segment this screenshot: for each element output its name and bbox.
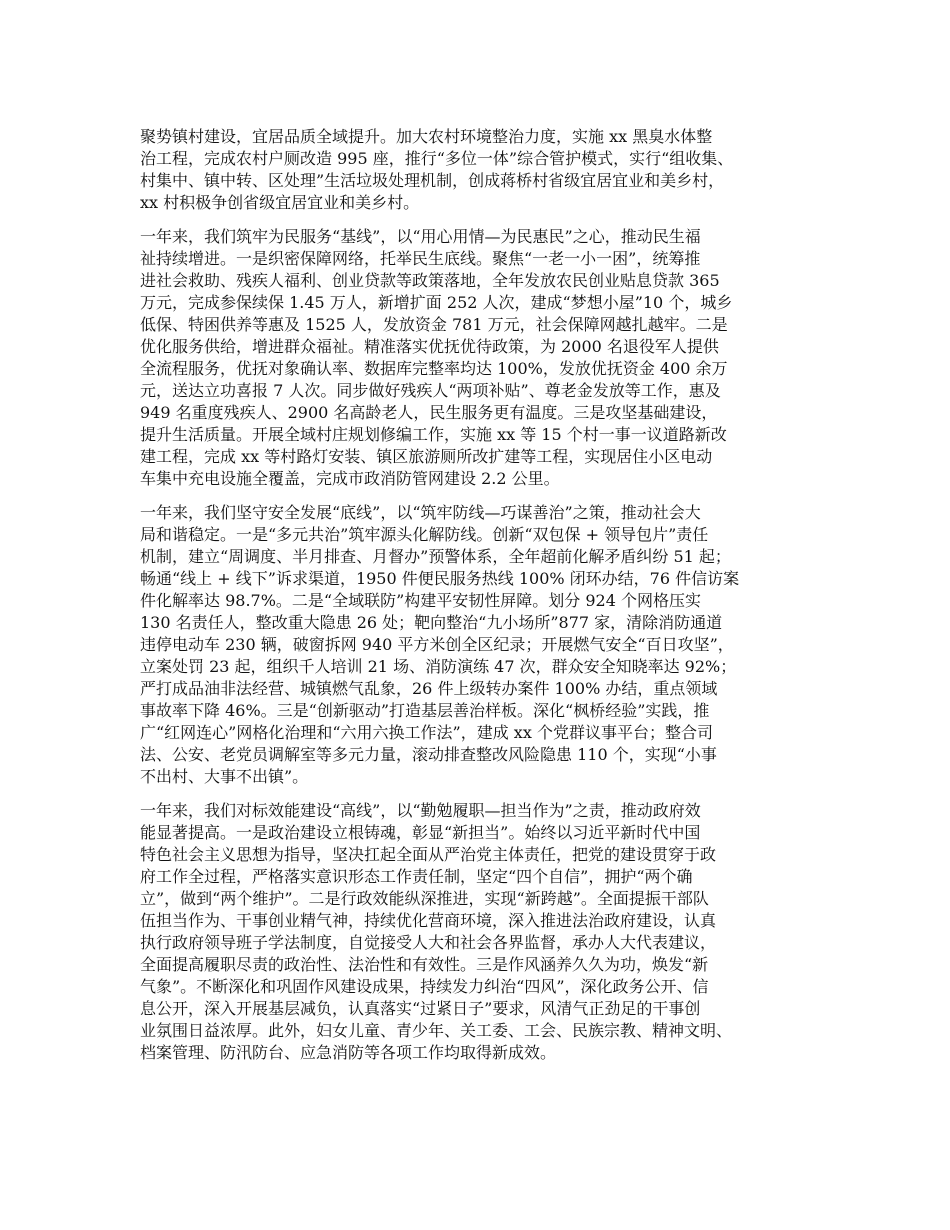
text-line: 广“红网连心”网格化治理和“六用六换工作法”，建成 xx 个党群议事平台；整合司 bbox=[140, 723, 713, 742]
text-line: 车集中充电设施全覆盖，完成市政消防管网建设 2.2 公里。 bbox=[140, 469, 560, 488]
text-line: 祉持续增进。一是织密保障网络，托举民生底线。聚焦“一老一小一困”，统筹推 bbox=[140, 249, 701, 268]
text-line: 提升生活质量。开展全域村庄规划修编工作，实施 xx 等 15 个村一事一议道路新改 bbox=[140, 425, 727, 444]
text-line: 低保、特困供养等惠及 1525 人，发放资金 781 万元，社会保障网越扎越牢。二是 bbox=[140, 315, 728, 334]
text-line: 立案处罚 23 起，组织千人培训 21 场、消防演练 47 次，群众安全知晓率达 92%； bbox=[140, 657, 737, 676]
text-line: 特色社会主义思想为指导，坚决扛起全面从严治党主体责任，把党的建设贯穿于政 bbox=[140, 845, 717, 864]
text-line: 档案管理、防汛防台、应急消防等各项工作均取得新成效。 bbox=[140, 1043, 557, 1062]
text-line: 一年来，我们坚守安全发展“底线”，以“筑牢防线—巧谋善治”之策，推动社会大 bbox=[140, 503, 701, 522]
text-line: 全流程服务，优抚对象确认率、数据库完整率均达 100%，发放优抚资金 400 余万 bbox=[140, 359, 728, 378]
text-line: 息公开，深入开展基层减负，认真落实“过紧日子”要求，风清气正劲足的干事创 bbox=[140, 999, 701, 1018]
text-line: 法、公安、老党员调解室等多元力量，滚动排查整改风险隐患 110 个，实现“小事 bbox=[140, 745, 717, 764]
text-line: 能显著提高。一是政治建设立根铸魂，彰显“新担当”。始终以习近平新时代中国 bbox=[140, 823, 701, 842]
text-line: 治工程，完成农村户厕改造 995 座，推行“多位一体”综合管护模式，实行“组收集、 bbox=[140, 149, 734, 168]
text-line: 局和谐稳定。一是“多元共治”筑牢源头化解防线。创新“双包保 + 领导包片”责任 bbox=[140, 525, 709, 544]
text-line: xx 村积极争创省级宜居宜业和美乡村。 bbox=[140, 193, 420, 212]
text-line: 优化服务供给，增进群众福祉。精准落实优抚优待政策，为 2000 名退役军人提供 bbox=[140, 337, 719, 356]
paragraph-3 bbox=[140, 502, 830, 788]
paragraph-4 bbox=[140, 800, 830, 1064]
paragraph-1 bbox=[140, 126, 830, 214]
text-line: 聚势镇村建设，宜居品质全域提升。加大农村环境整治力度，实施 xx 黑臭水体整 bbox=[140, 127, 713, 146]
text-line: 建工程，完成 xx 等村路灯安装、镇区旅游厕所改扩建等工程，实现居住小区电动 bbox=[140, 447, 713, 466]
text-line: 府工作全过程，严格落实意识形态工作责任制，坚定“四个自信”，拥护“两个确 bbox=[140, 867, 693, 886]
text-line: 一年来，我们对标效能建设“高线”，以“勤勉履职—担当作为”之责，推动政府效 bbox=[140, 801, 701, 820]
text-line: 130 名责任人，整改重大隐患 26 处；靶向整治“九小场所”877 家，清除消防通道 bbox=[140, 613, 723, 632]
paragraph-2 bbox=[140, 226, 830, 490]
text-line: 违停电动车 230 辆，破窗拆网 940 平方米创全区纪录；开展燃气安全“百日攻坚”， bbox=[140, 635, 734, 654]
text-line: 949 名重度残疾人、2900 名高龄老人，民生服务更有温度。三是攻坚基础建设， bbox=[140, 403, 718, 422]
text-line: 不出村、大事不出镇”。 bbox=[140, 767, 309, 786]
text-line: 严打成品油非法经营、城镇燃气乱象，26 件上级转办案件 100% 办结，重点领域 bbox=[140, 679, 718, 698]
text-line: 万元，完成参保续保 1.45 万人，新增扩面 252 人次，建成“梦想小屋”10 个，城乡 bbox=[140, 293, 733, 312]
text-line: 村集中、镇中转、区处理”生活垃圾处理机制，创成蒋桥村省级宜居宜业和美乡村， bbox=[140, 171, 725, 190]
text-line: 气象”。不断深化和巩固作风建设成果，持续发力纠治“四风”，深化政务公开、信 bbox=[140, 977, 709, 996]
text-line: 畅通“线上 + 线下”诉求渠道，1950 件便民服务热线 100% 闭环办结，76 件信访案 bbox=[140, 569, 740, 588]
text-line: 事故率下降 46%。三是“创新驱动”打造基层善治样板。深化“枫桥经验”实践，推 bbox=[140, 701, 710, 720]
text-line: 立”，做到“两个维护”。二是行政效能纵深推进，实现“新跨越”。全面提振干部队 bbox=[140, 889, 709, 908]
text-line: 伍担当作为、干事创业精气神，持续优化营商环境，深入推进法治政府建设，认真 bbox=[140, 911, 717, 930]
text-line: 机制，建立“周调度、半月排查、月督办”预警体系，全年超前化解矛盾纠纷 51 起； bbox=[140, 547, 731, 566]
text-line: 一年来，我们筑牢为民服务“基线”，以“用心用情—为民惠民”之心，推动民生福 bbox=[140, 227, 701, 246]
text-line: 执行政府领导班子学法制度，自觉接受人大和社会各界监督，承办人大代表建议， bbox=[140, 933, 717, 952]
text-line: 业氛围日益浓厚。此外，妇女儿童、青少年、关工委、工会、民族宗教、精神文明、 bbox=[140, 1021, 733, 1040]
document-body bbox=[140, 126, 830, 1076]
text-line: 全面提高履职尽责的政治性、法治性和有效性。三是作风涵养久久为功，焕发“新 bbox=[140, 955, 709, 974]
text-line: 元，送达立功喜报 7 人次。同步做好残疾人“两项补贴”、尊老金发放等工作，惠及 bbox=[140, 381, 721, 400]
text-line: 件化解率达 98.7%。二是“全域联防”构建平安韧性屏障。划分 924 个网格压实 bbox=[140, 591, 701, 610]
text-line: 进社会救助、残疾人福利、创业贷款等政策落地，全年发放农民创业贴息贷款 365 bbox=[140, 271, 720, 290]
